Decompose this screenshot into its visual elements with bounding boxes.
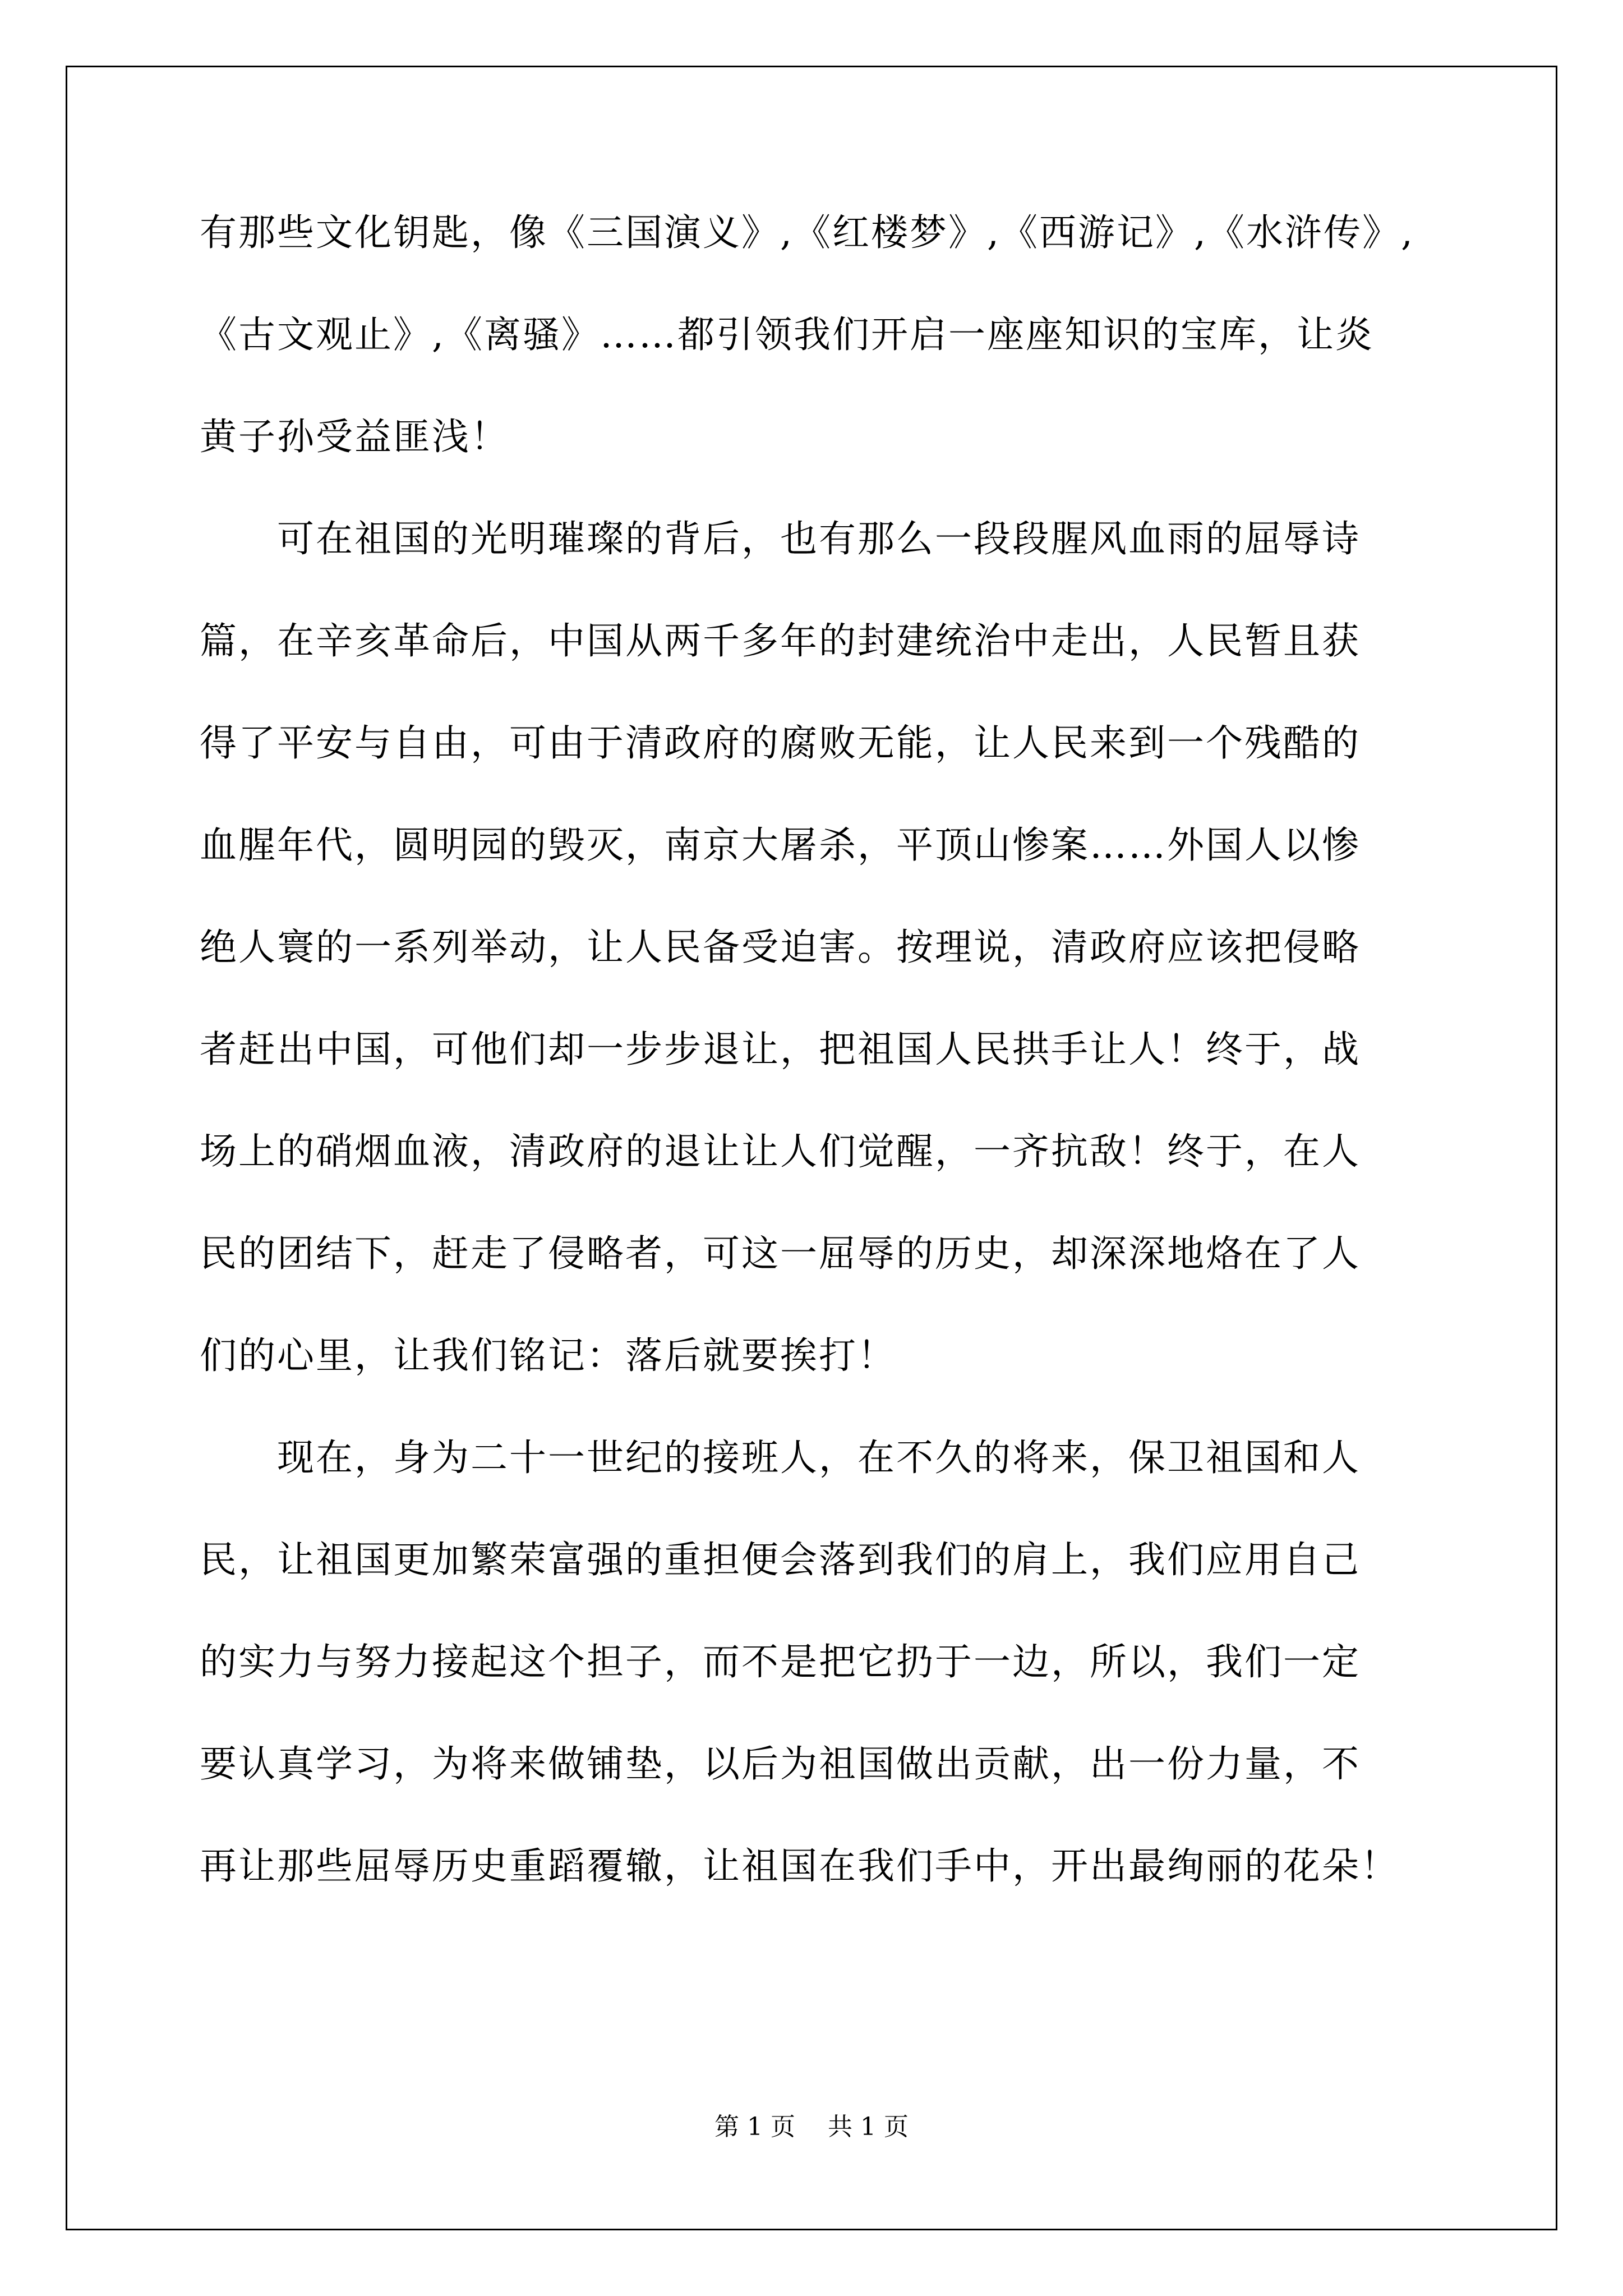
text-line-2: 《古文观止》,《离骚》……都引领我们开启一座座知识的宝库，让炎 [200, 313, 1374, 356]
text-line-15: 的实力与努力接起这个担子，而不是把它扔于一边，所以，我们一定 [200, 1640, 1361, 1683]
text-line-1: 有那些文化钥匙，像《三国演义》,《红楼梦》,《西游记》,《水浒传》, [200, 211, 1414, 254]
text-line-9: 者赶出中国，可他们却一步步退让，把祖国人民拱手让人！终于，战 [200, 1028, 1361, 1071]
text-line-10: 场上的硝烟血液，清政府的退让让人们觉醒，一齐抗敌！终于，在人 [200, 1130, 1361, 1173]
page-footer: 第 1 页 共 1 页 [714, 2113, 909, 2141]
text-line-4: 可在祖国的光明璀璨的背后，也有那么一段段腥风血雨的屈辱诗 [200, 517, 1361, 560]
text-line-16: 要认真学习，为将来做铺垫，以后为祖国做出贡献，出一份力量，不 [200, 1742, 1361, 1786]
text-line-8: 绝人寰的一系列举动，让人民备受迫害。按理说，清政府应该把侵略 [200, 926, 1361, 969]
text-line-5: 篇，在辛亥革命后，中国从两千多年的封建统治中走出，人民暂且获 [200, 619, 1361, 662]
text-line-12: 们的心里，让我们铭记：落后就要挨打！ [200, 1334, 896, 1377]
text-line-7: 血腥年代，圆明园的毁灭，南京大屠杀，平顶山惨案……外国人以惨 [200, 823, 1361, 867]
text-line-11: 民的团结下，赶走了侵略者，可这一屈辱的历史，却深深地烙在了人 [200, 1232, 1361, 1275]
text-line-13: 现在，身为二十一世纪的接班人，在不久的将来，保卫祖国和人 [200, 1436, 1361, 1479]
text-line-3: 黄子孙受益匪浅！ [200, 415, 509, 458]
text-line-6: 得了平安与自由，可由于清政府的腐败无能，让人民来到一个残酷的 [200, 721, 1361, 765]
text-line-14: 民，让祖国更加繁荣富强的重担便会落到我们的肩上，我们应用自己 [200, 1538, 1361, 1581]
text-line-17: 再让那些屈辱历史重蹈覆辙，让祖国在我们手中，开出最绚丽的花朵！ [200, 1844, 1399, 1888]
